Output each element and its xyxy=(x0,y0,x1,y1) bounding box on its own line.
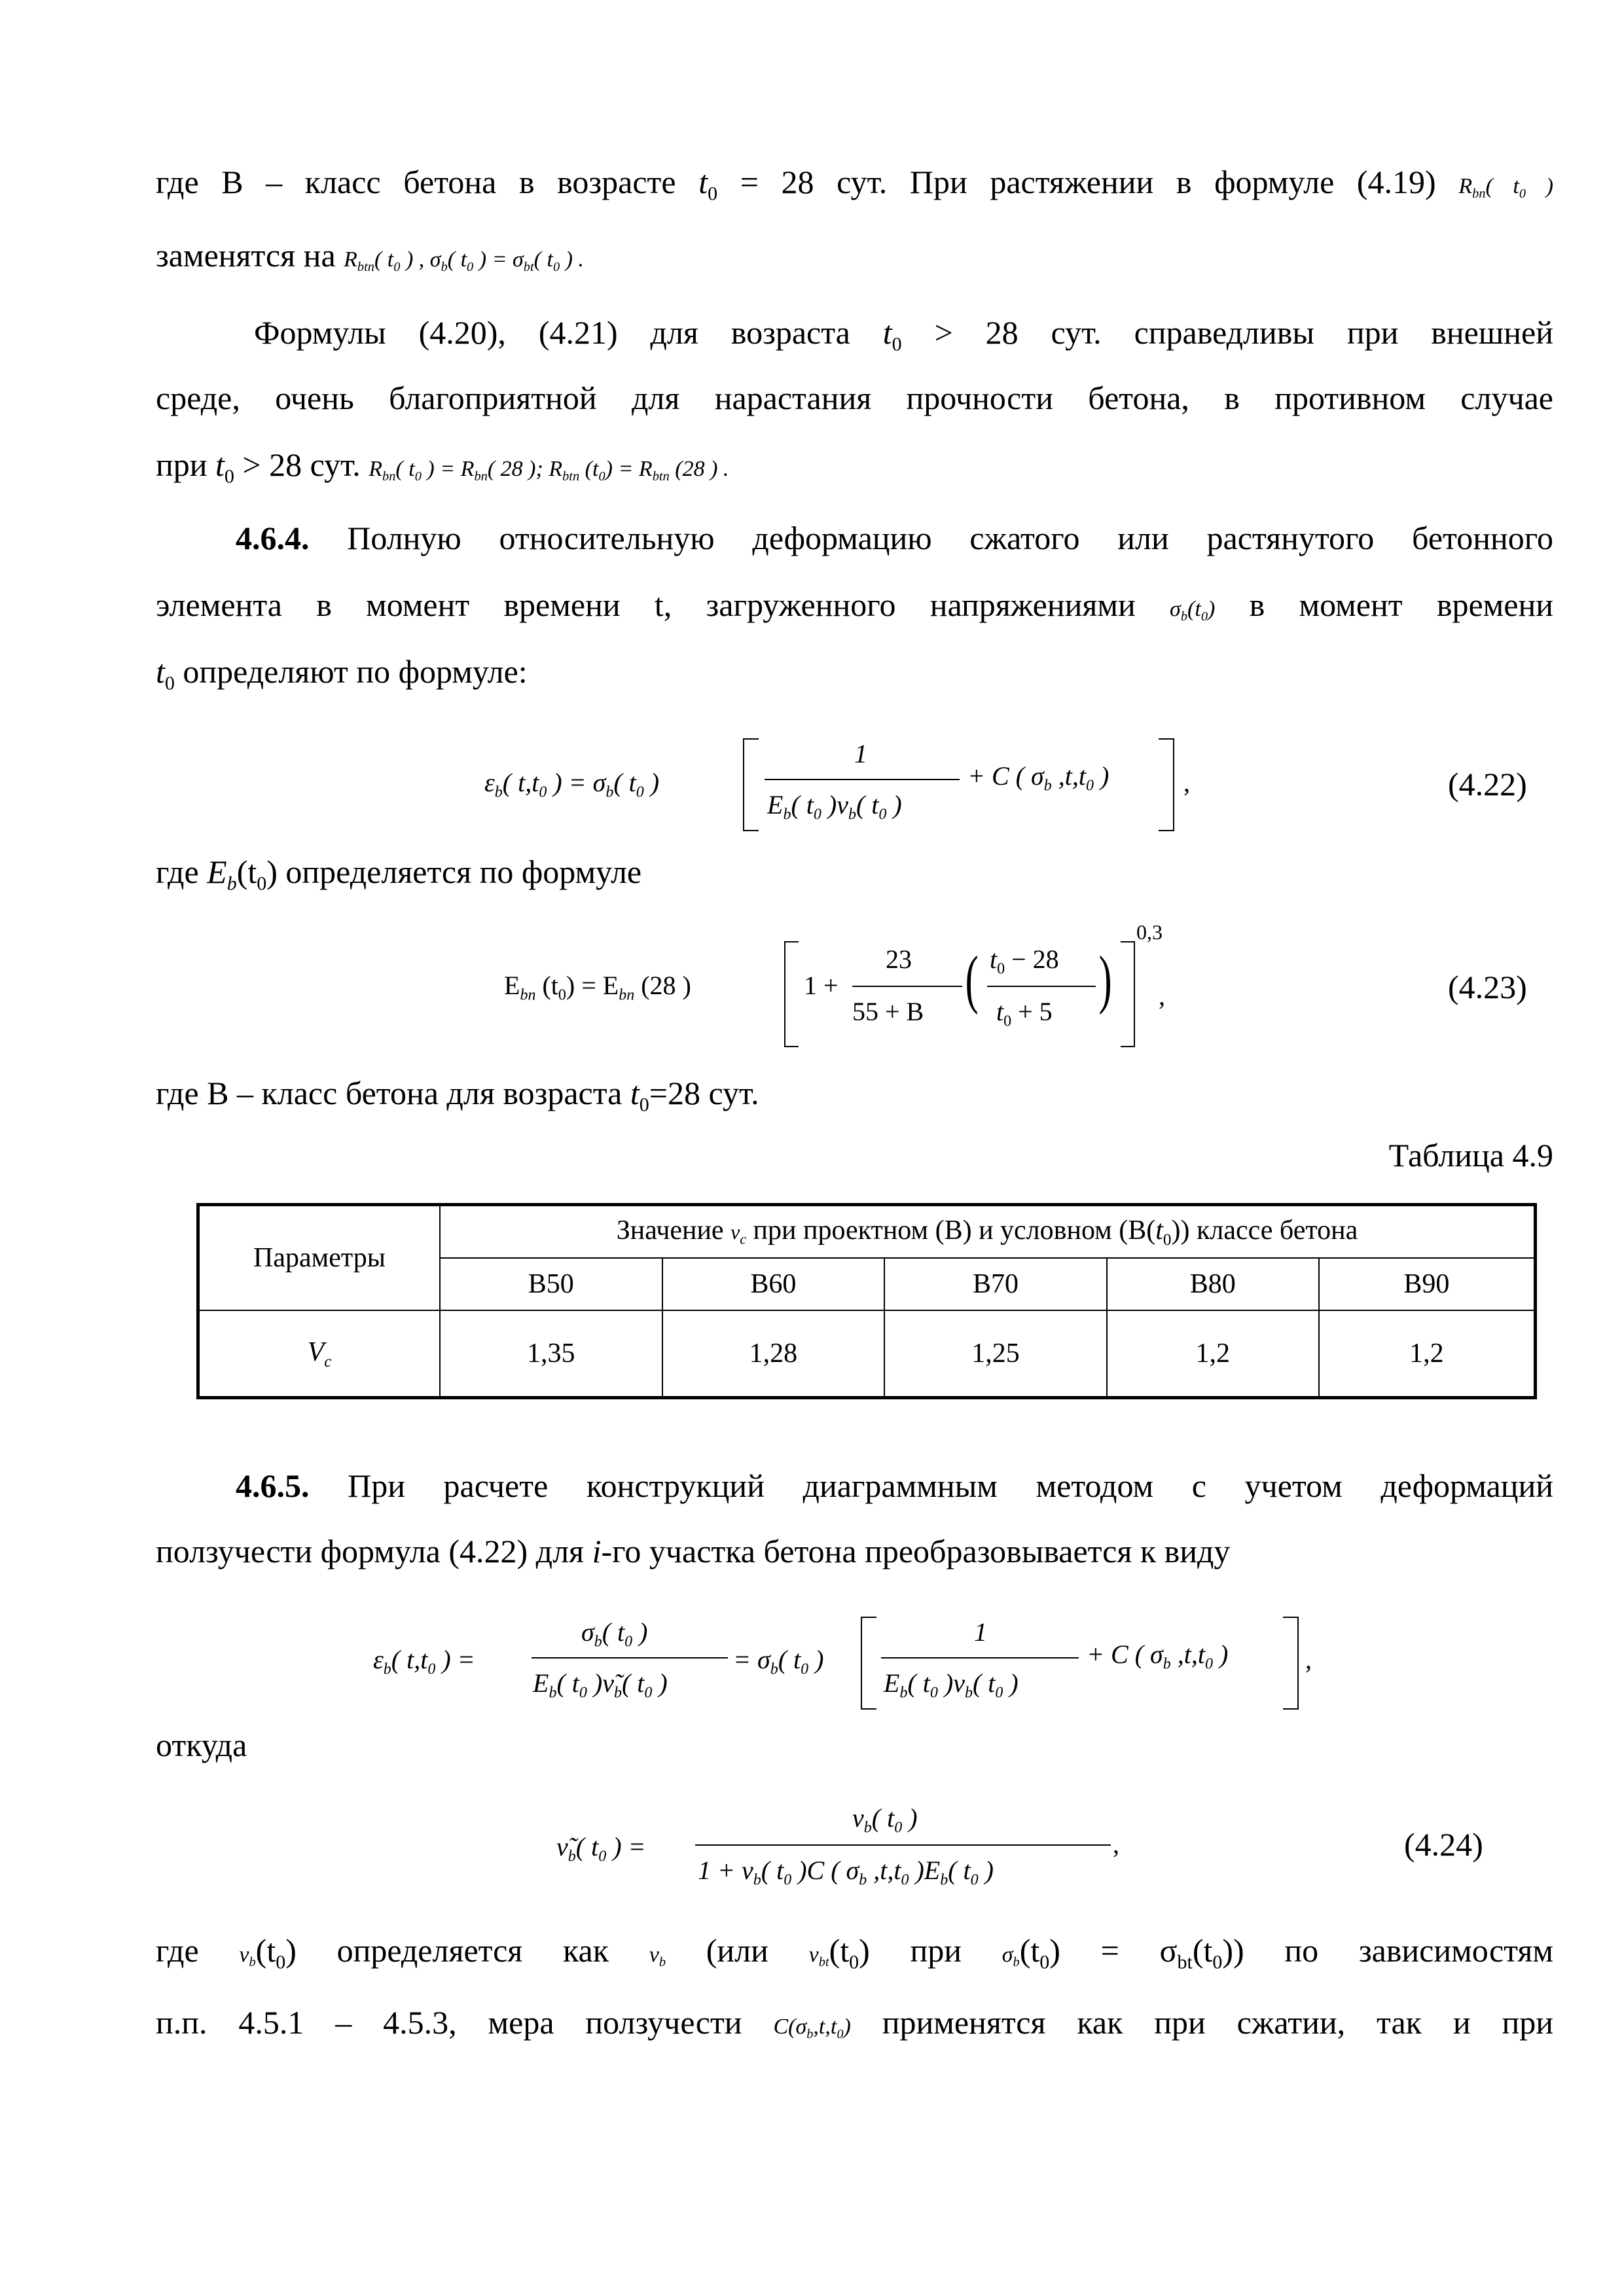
equation-number: (4.22) xyxy=(1448,766,1527,802)
text: = 28 сут. При растяжении в формуле (4.19) xyxy=(717,164,1459,200)
class-cell: B60 xyxy=(662,1258,885,1310)
text: > 28 сут. справедливы при внешней xyxy=(901,314,1553,351)
class-cell: B70 xyxy=(884,1258,1107,1310)
text: при xyxy=(156,446,216,483)
class-cell: B80 xyxy=(1107,1258,1319,1310)
inline-formula: $R_{bn}$( $t_0$ ) xyxy=(1458,174,1553,202)
row-label: $V_c$ xyxy=(198,1310,441,1398)
table-caption: Таблица 4.9 xyxy=(1388,1137,1553,1174)
paragraph-line: ползучести формула (4.22) для i-го участка бетона преобразовывается к виду xyxy=(156,1533,1231,1570)
text: где В – класс бетона в возрасте xyxy=(156,164,699,200)
text: заменятся на xyxy=(156,237,344,274)
text: элемента в момент времени t, загруженного напряжениями xyxy=(156,586,1170,623)
parameters-table xyxy=(196,1203,1537,1399)
paragraph-line: где $\nu_b(t_0)$ определяется как $\nu_b$ (или $\nu_{bt}(t_0)$ при $\sigma_b(t_0) = \sigma_{bt}(t_0)$) по зависимостям xyxy=(156,1932,1554,1973)
inline-formula: $R_{btn}$( $t_0$ ) , $\sigma_b$( $t_0$ ) = $\sigma_{bt}$( $t_0$ ) . xyxy=(344,247,584,275)
value-header: Значение $\nu_c$ при проектном (B) и условном $(B(t_0))$ классе бетона xyxy=(440,1205,1536,1259)
paragraph-line xyxy=(156,378,1553,418)
equation-4-22: $\varepsilon_b$( $t,t_0$ ) = $\sigma_b$( $t_0$ ) 1 $E_b$( $t_0$ )$\nu_b$( $t_0$ ) + C ( $\sigma_b$ $,t,t_0$ ) , (4.22) xyxy=(0,726,1624,838)
paragraph-line: откуда xyxy=(156,1727,247,1763)
paragraph-line xyxy=(156,585,1553,636)
param-header: Параметры xyxy=(198,1205,441,1311)
text: Полную относительную деформацию сжатого или растянутого бетонного xyxy=(309,520,1553,556)
equation-number: (4.23) xyxy=(1448,969,1527,1005)
equation-number: (4.24) xyxy=(1404,1826,1483,1863)
text: Формулы (4.20), (4.21) для возраста xyxy=(254,314,883,351)
equation-unnumbered: $\varepsilon_b$( $t,t_0$ ) = $\sigma_b$( $t_0$ ) $E_b$( $t_0$ )$\nũ_b$( $t_0$ ) = $\sigma_b$( $t_0$ ) 1 $E_b$( $t_0$ )$\nu_b$( $t_0$ ) + C ( $\sigma_b$ $,t,t_0$ ) , xyxy=(0,1604,1624,1715)
value-cell: 1,2 xyxy=(1319,1310,1536,1398)
value-cell: 1,25 xyxy=(884,1310,1107,1398)
paragraph-line: 4.6.5. При расчете конструкций диаграммным методом с учетом деформаций xyxy=(236,1467,1553,1504)
value-cell: 1,28 xyxy=(662,1310,885,1398)
text: в момент времени xyxy=(1215,586,1553,623)
inline-formula: $R_{bn}$( $t_0$ ) = $R_{bn}$( 28 ); $R_{btn}$ $(t_0) = R_{btn}$ (28 ) . xyxy=(369,457,729,484)
equation-4-23: $E_{bn}$ $(t_0) = E_{bn}$ (28 ) 1 + 23 55 + B ( $t_0 - 28$ $t_0 + 5$ ) 0,3 , (4.23) xyxy=(0,923,1624,1054)
value-cell: 1,35 xyxy=(440,1310,662,1398)
text: > 28 сут. xyxy=(234,446,369,483)
value-cell: 1,2 xyxy=(1107,1310,1319,1398)
var: t xyxy=(698,164,708,200)
paragraph-line: $t_0$ определяют по формуле: xyxy=(156,653,528,694)
class-cell: B90 xyxy=(1319,1258,1536,1310)
paragraph-line: Формулы (4.20), (4.21) для возраста $t_0 > 28$ сут. справедливы при внешней xyxy=(254,314,1553,355)
text: определяют по формуле: xyxy=(174,653,528,690)
class-cell: B50 xyxy=(440,1258,662,1310)
paragraph-line: где В – класс бетона для возраста $t_0=28$ сут. xyxy=(156,1075,759,1116)
section-number: 4.6.5. xyxy=(236,1467,310,1504)
inline-formula: $\sigma_b(t_0)$ xyxy=(1170,597,1216,624)
paragraph-line xyxy=(156,236,1553,287)
paragraph-line: где $E_b(t_0)$ определяется по формуле xyxy=(156,853,642,895)
text: среде, очень благоприятной для нарастания прочности бетона, в противном случае xyxy=(156,380,1553,416)
paragraph-line: п.п. 4.5.1 – 4.5.3, мера ползучести $C(\sigma_b,t,t_0)$ применятся как при сжатии, так и при xyxy=(156,2004,1553,2042)
paragraph-line xyxy=(156,518,1553,558)
equation-4-24: $\nũ_b$( $t_0$ ) = $\nu_b$( $t_0$ ) $1 + \nu_b$( $t_0$ )C ( $\sigma_b$ $,t,t_0$ )$E_b$( $t_0$ ) , (4.24) xyxy=(556,1803,1483,1889)
section-number: 4.6.4. xyxy=(236,520,310,556)
var: t xyxy=(156,653,165,690)
paragraph-line: при $t_0 > 28$ сут. $R_{bn}$( $t_0$ ) = $R_{bn}$( 28 ); $R_{btn}$ $(t_0) = R_{btn}$ (28 ) . xyxy=(156,446,729,488)
sub: 0 xyxy=(708,183,718,205)
paragraph-line xyxy=(156,162,1553,214)
